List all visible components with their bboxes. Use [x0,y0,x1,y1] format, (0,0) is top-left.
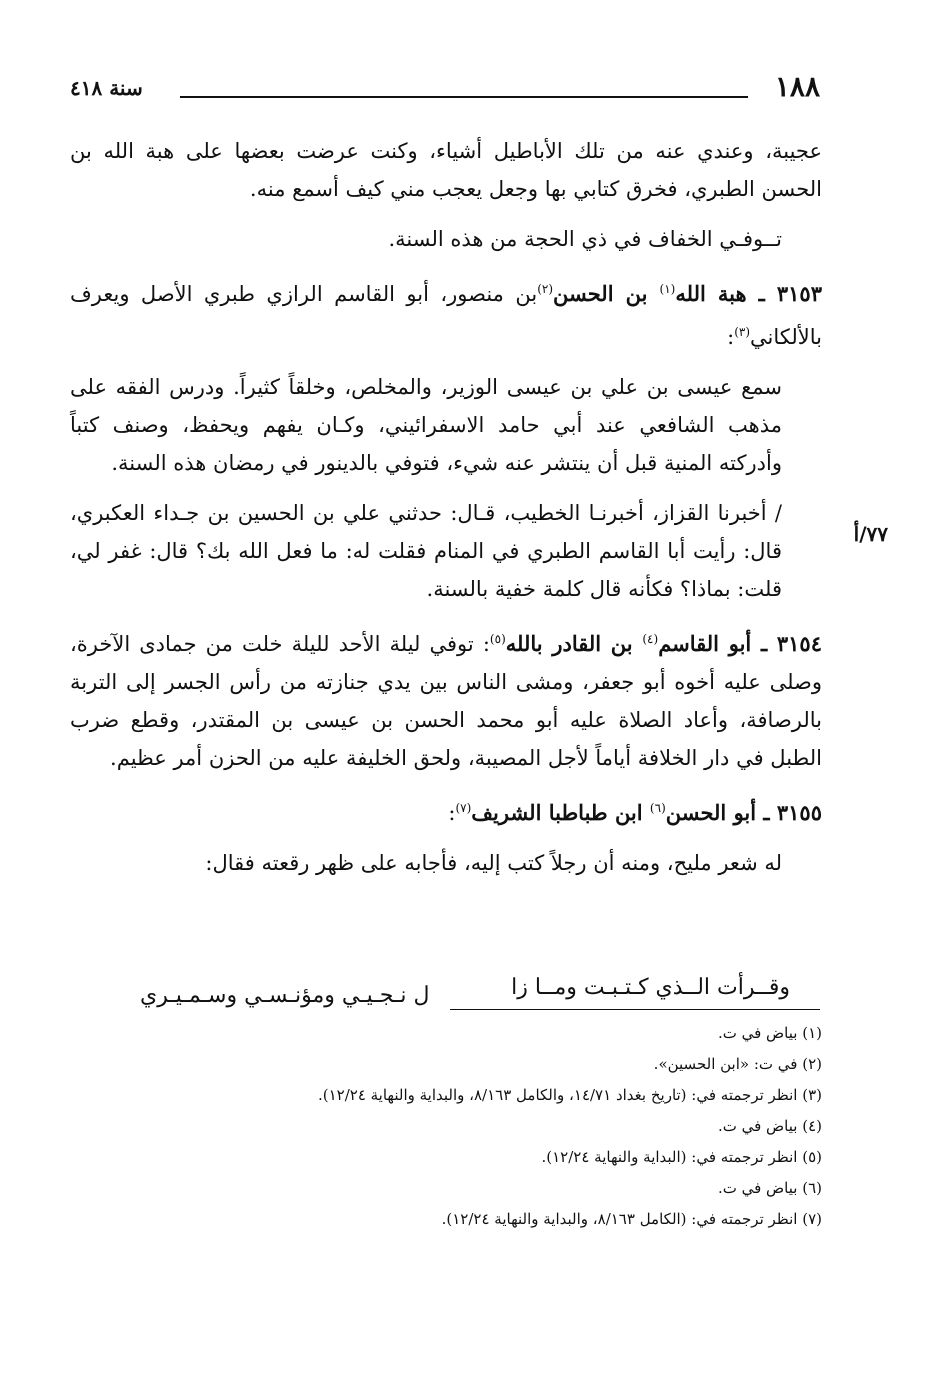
footnote-3: (٣) انظر ترجمته في: (تاريخ بغداد ١٤/٧١، والكامل ٨/١٦٣، والبداية والنهاية ١٢/٢٤). [317,1086,822,1104]
page-header [70,70,820,110]
entry-3153-body: سمع عيسى بن علي بن عيسى الوزير، والمخلص، وخلقاً كثيراً. ودرس الفقه على مذهب الشافعي عند أبي حامد الاسفرائيني، وكـان يفهم ويحفظ، وصنف كتباً وأدركته المنية قبل أن ينتشر عنه شيء، فتوفي بالدينور في رمضان هذه السنة. [70,375,782,475]
paragraph-continuation: عجيبة، وعندي عنه من تلك الأباطيل أشياء، وكنت عرضت بعضها على هبة الله بن الحسن الطبري، فخرق كتابي بها وجعل يعجب مني كيف أسمع منه. [70,139,822,201]
footnote-ref-3: (٣) [734,325,751,339]
entry-3153-heading [70,270,822,356]
entry-3154 [70,620,822,777]
poem-hemistich-first: وقــرأت الــذي كـتـبـت ومــا زا [511,975,790,1000]
footnotes [150,1018,822,1235]
footnote-ref-2: (٢) [537,282,554,296]
entry-3155-heading [70,789,822,832]
footnote-ref-4: (٤) [642,632,659,646]
footnote-2: (٢) في ت: «ابن الحسين». [653,1055,822,1073]
poem-hemistich-second: ل نـجـيـي ومؤنـسـي وسـمـيـري [140,983,430,1008]
footnote-4: (٤) بياض في ت. [717,1117,822,1135]
entry-3155-colon: : [448,801,456,825]
paragraph-dream-report: / أخبرنا القزاز، أخبرنـا الخطيب، قـال: حدثني علي بن الحسين بن جـداء العكبري، قال: رأيت أبا القاسم الطبري في المنام فقلت له: ما فعل الله بك؟ قال: غفر لي، قلت: بماذا؟ فكأنه قال كلمة خفية بالسنة. [70,501,782,601]
entry-3153-lead: ٣١٥٣ ـ هبة الله [675,281,822,306]
entry-3154-lead: ٣١٥٤ ـ أبو القاسم [658,631,822,656]
entry-3155-body: له شعر مليح، ومنه أن رجلاً كتب إليه، فأجابه على ظهر رقعته فقال: [205,851,782,875]
running-head-year: سنة ٤١٨ [70,76,143,100]
page-number: ١٨٨ [774,70,820,103]
footnote-separator-rule [450,1009,820,1010]
entry-3153-colon: : [727,325,735,349]
footnote-ref-6: (٦) [649,801,666,815]
footnote-ref-5: (٥) [489,632,506,646]
main-text [70,132,822,894]
entry-3154-rest: : توفي ليلة الأحد لليلة خلت من جمادى الآخرة، وصلى عليه أخوه أبو جعفر، ومشى الناس بين يدي جنازته من رأس الجسر إلى التربة بالرصافة، وأعاد الصلاة عليه أبو محمد الحسن بن عيسى بن المقتدر، وقطع ضرب الطبل في دار الخلافة أياماً لأجل المصيبة، ولحق الخليفة عليه من الحزن أمر عظيم. [70,632,822,770]
poem-verse [120,975,820,1015]
entry-3155-lead: ٣١٥٥ ـ أبو الحسن [665,800,822,825]
footnote-ref-1: (١) [659,282,676,296]
footnote-6: (٦) بياض في ت. [717,1179,822,1197]
footnote-5: (٥) انظر ترجمته في: (البداية والنهاية ١٢/٢٤). [541,1148,822,1166]
footnote-ref-7: (٧) [455,801,472,815]
entry-3155-name: ابن طباطبا الشريف [471,800,650,825]
entry-3153-rest: بن منصور، أبو القاسم الرازي طبري الأصل ويعرف بالألكاني [70,282,822,349]
footnote-1: (١) بياض في ت. [717,1024,822,1042]
paragraph-death-note: تــوفـي الخفاف في ذي الحجة من هذه السنة. [388,227,782,251]
manuscript-folio-marker: ٧٧/أ [853,522,888,546]
footnote-7: (٧) انظر ترجمته في: (الكامل ٨/١٦٣، والبداية والنهاية ١٢/٢٤). [441,1210,822,1228]
header-rule [180,96,748,98]
entry-3153-name: بن الحسن [553,281,660,306]
entry-3154-name: بن القادر بالله [505,631,643,656]
